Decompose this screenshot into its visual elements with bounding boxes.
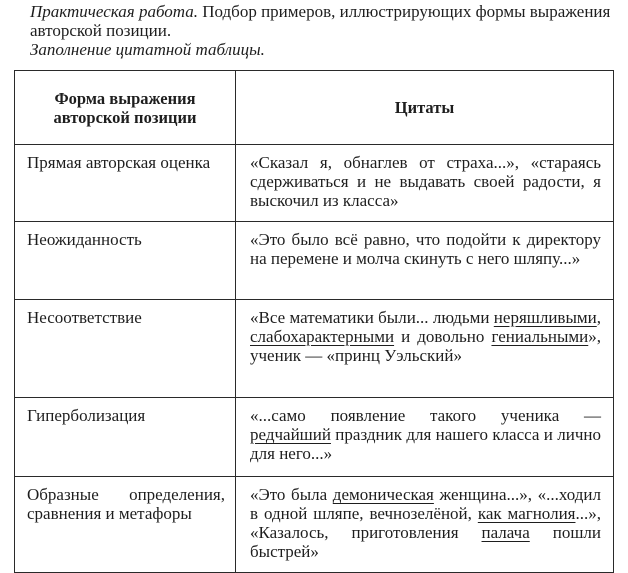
underlined-word: гениальными [491, 327, 589, 346]
quote-text: и довольно [394, 327, 492, 346]
form-cell: Образные определения, сравнения и метафоры [15, 477, 236, 573]
table-row [15, 398, 614, 477]
practical-work-label: Практическая работа. [30, 2, 198, 21]
quote-text: ...», «Казалось, приготовления [250, 504, 601, 542]
underlined-word: редчайший [250, 425, 331, 444]
table-header-row [15, 71, 614, 145]
practical-work-title: Подбор примеров, иллюстрирующих формы выражения авторской позиции. [30, 2, 611, 40]
form-cell: Несоответствие [15, 300, 236, 398]
quote-cell [236, 477, 614, 573]
intro [30, 2, 620, 59]
header-quotes: Цитаты [236, 71, 614, 145]
quote-cell [236, 300, 614, 398]
quote-text: «...само появление такого ученика — [250, 406, 601, 425]
form-cell: Гиперболизация [15, 398, 236, 477]
quote-text: пошли быстрей» [250, 523, 601, 561]
form-cell: Неожиданность [15, 222, 236, 300]
underlined-word: как магнолия [477, 504, 576, 523]
table-caption: Заполнение цитатной таблицы. [30, 40, 265, 59]
table-row [15, 477, 614, 573]
underlined-word: неряшливыми [493, 308, 597, 327]
table-row [15, 145, 614, 222]
table-row [15, 300, 614, 398]
quote-text: женщина...», «...ходил в одной шляпе, вечнозелёной, [250, 485, 601, 523]
header-form: Форма выражения авторской позиции [15, 71, 236, 145]
quote-text: , [596, 308, 601, 327]
underlined-word: палача [481, 523, 530, 542]
quote-cell [236, 398, 614, 477]
quote-text: праздник для нашего класса и лично для него...» [250, 425, 601, 463]
underlined-word: слабохарактерными [250, 327, 395, 346]
underlined-word: демоническая [332, 485, 434, 504]
form-cell: Прямая авторская оценка [15, 145, 236, 222]
quote-table [14, 70, 614, 573]
quote-cell: «Сказал я, обнаглев от страха...», «стараясь сдерживаться и не выдавать своей радости, я выскочил из класса» [236, 145, 614, 222]
quote-text: «Все математики были... людьми [250, 308, 494, 327]
quote-cell: «Это было всё равно, что подойти к директору на перемене и молча скинуть с него шляпу...» [236, 222, 614, 300]
quote-text: », ученик — «принц Уэльский» [250, 327, 601, 365]
table-row [15, 222, 614, 300]
quote-text: «Это была [250, 485, 333, 504]
intro-line [30, 2, 620, 40]
